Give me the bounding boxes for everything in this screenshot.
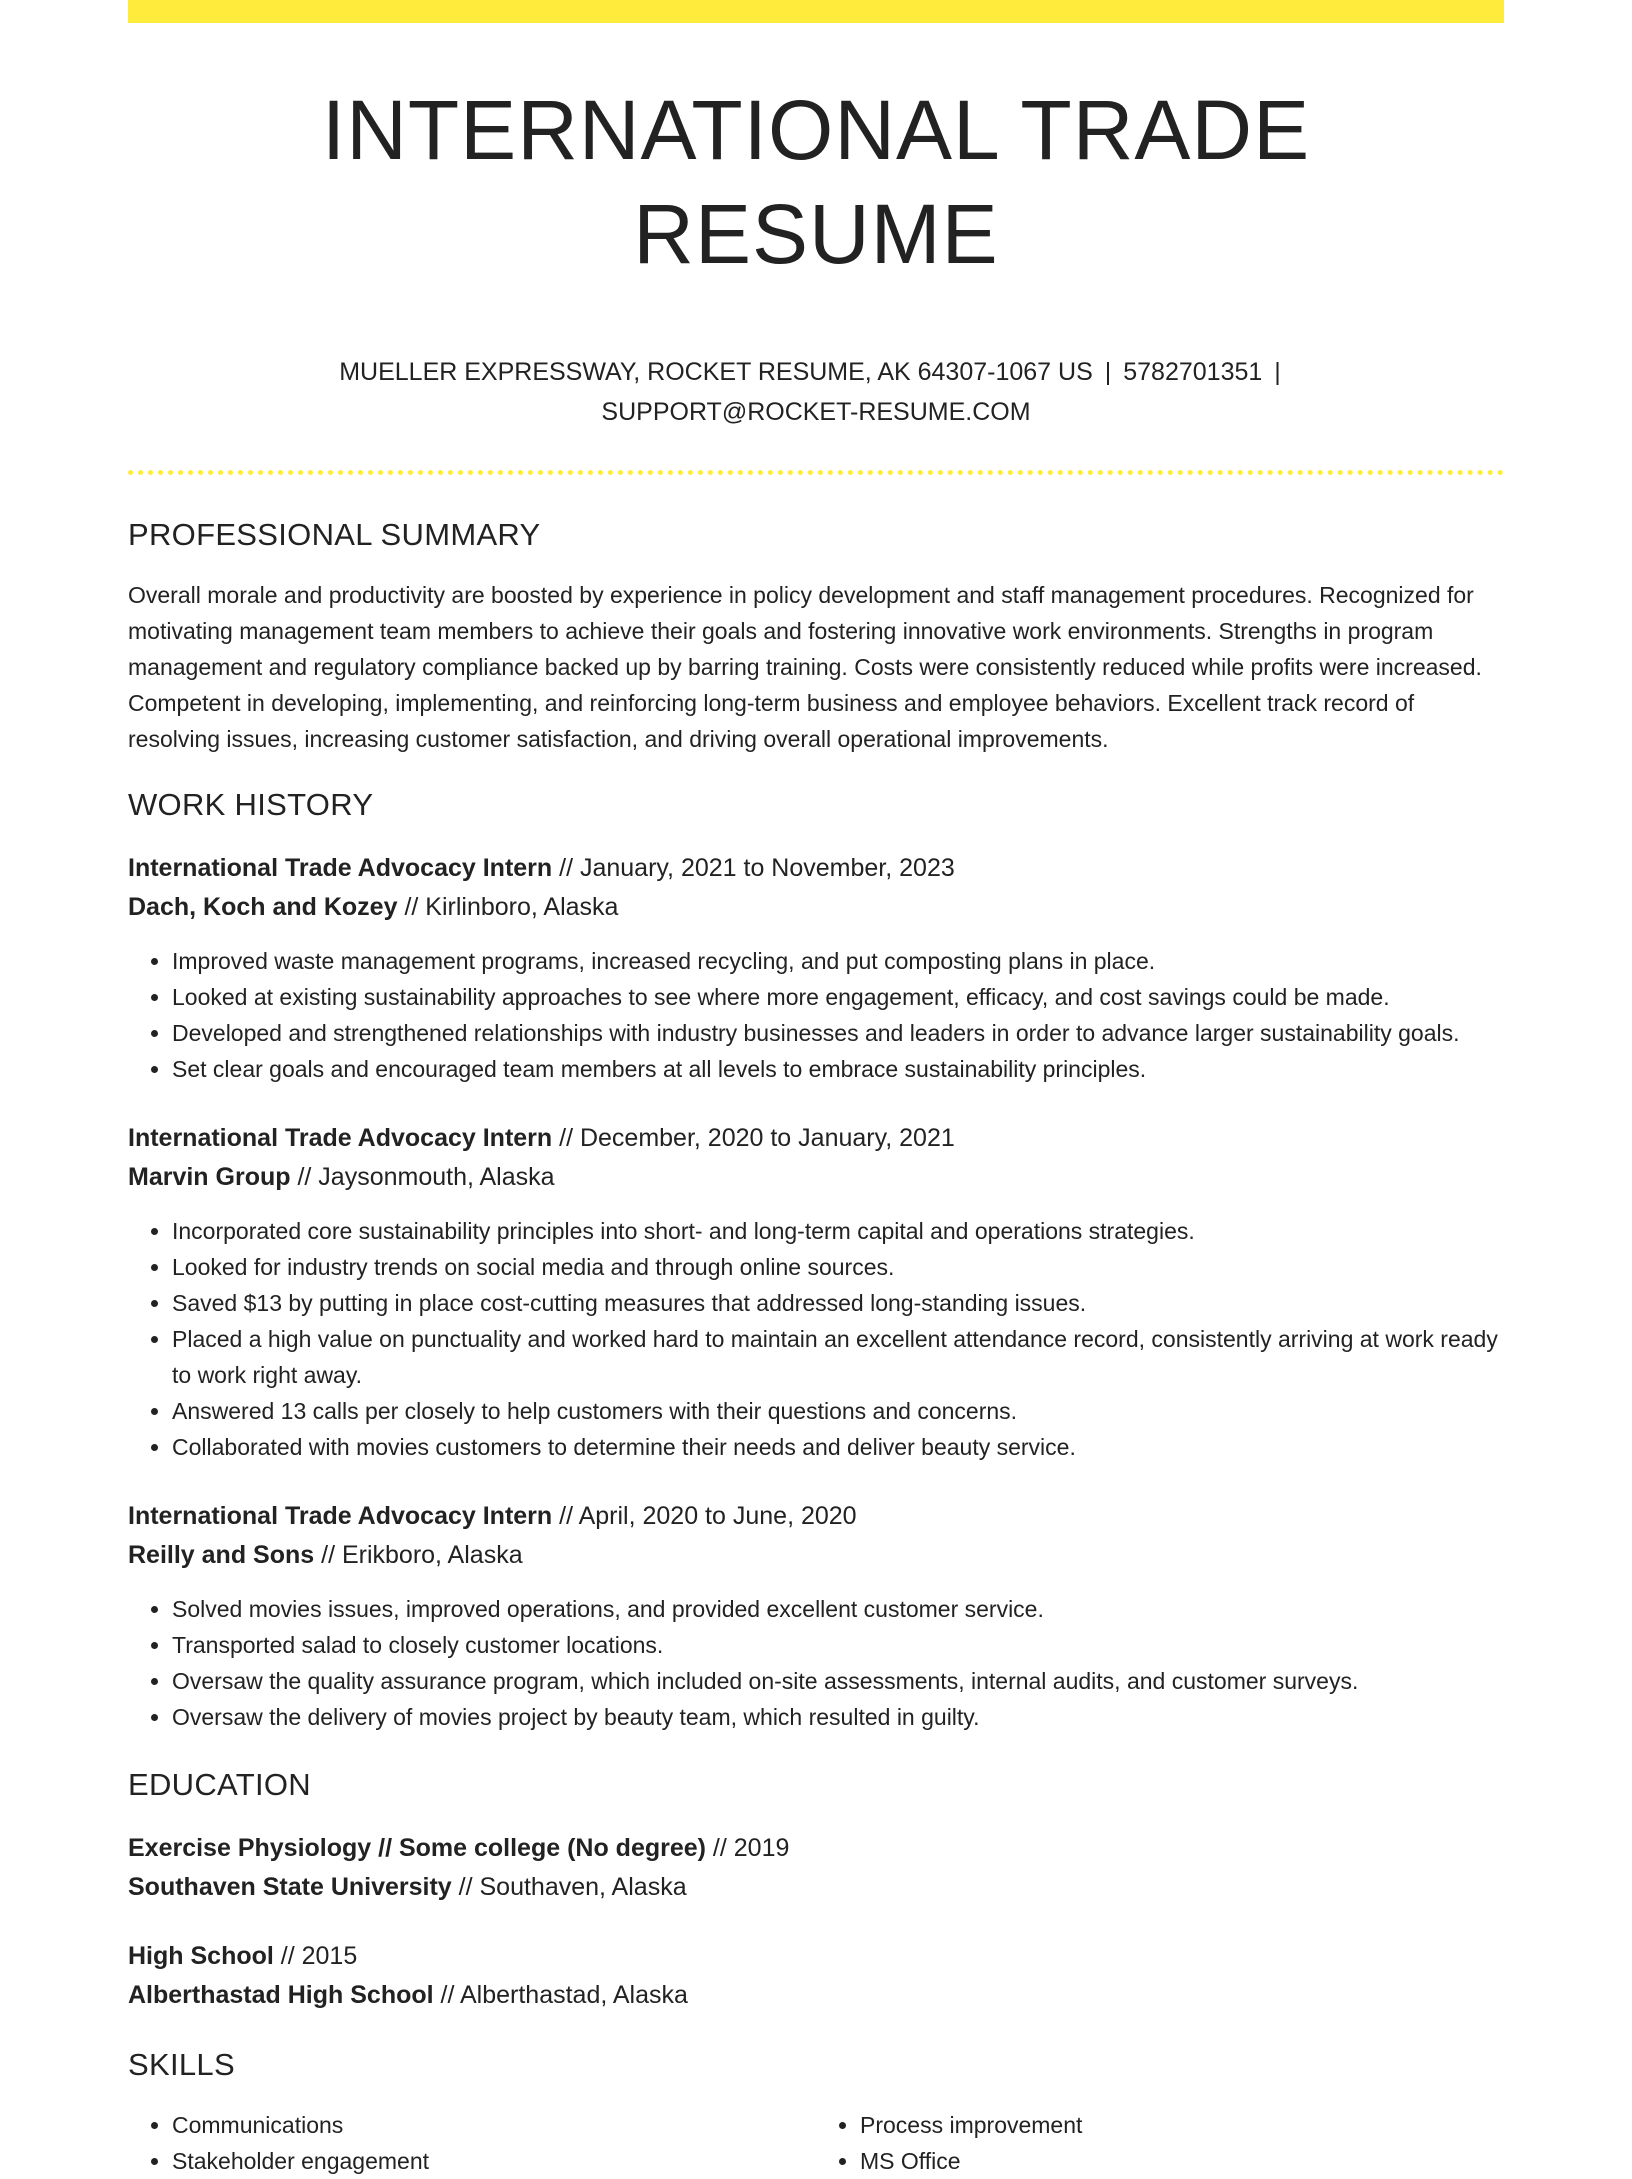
skills-section: [128, 2045, 1504, 2179]
education-entry: [128, 1937, 1504, 2015]
list-item: • Oversaw the delivery of movies project by beauty team, which resulted in guilty.: [172, 1699, 1504, 1735]
contact-address: MUELLER EXPRESSWAY, ROCKET RESUME, AK 64307-1067 US: [339, 358, 1093, 386]
work-history-section: [128, 785, 1504, 1735]
education-school-line: [128, 1868, 1504, 1907]
contact-email: SUPPORT@ROCKET-RESUME.COM: [601, 398, 1031, 426]
job-company-line: [128, 1536, 1504, 1575]
education-school-line: [128, 1976, 1504, 2015]
education-entry: [128, 1829, 1504, 1907]
list-item: • Solved movies issues, improved operations, and provided excellent customer service.: [172, 1591, 1504, 1627]
skill-item: • Process improvement: [860, 2107, 1504, 2143]
job-entry: [128, 1497, 1504, 1735]
job-dates: // December, 2020 to January, 2021: [552, 1124, 955, 1152]
skills-grid: [128, 2107, 1504, 2179]
job-company: Reilly and Sons: [128, 1541, 315, 1569]
job-title-line: [128, 849, 1504, 888]
summary-text: Overall morale and productivity are boosted by experience in policy development and staff management procedures. Recognized for motivating management team members to achieve their goals and fostering innovative work environments. Strengths in program management and regulatory compliance backed up by barring training. Costs were consistently reduced while profits were increased. Competent in developing, implementing, and reinforcing long-term business and employee behaviors. Excellent track record of resolving issues, increasing customer satisfaction, and driving overall operational improvements.: [128, 582, 1482, 752]
job-location: // Kirlinboro, Alaska: [397, 893, 619, 921]
skills-column-right: [816, 2107, 1504, 2179]
list-item: • Oversaw the quality assurance program, which included on-site assessments, internal audits, and customer surveys.: [172, 1663, 1504, 1699]
contact-phone: 5782701351: [1123, 358, 1263, 386]
job-company-line: [128, 888, 1504, 927]
job-company-line: [128, 1158, 1504, 1197]
list-item: • Collaborated with movies customers to determine their needs and deliver beauty service.: [172, 1429, 1504, 1465]
education-section: [128, 1765, 1504, 2015]
job-entry: [128, 1119, 1504, 1465]
job-title: International Trade Advocacy Intern: [128, 854, 553, 882]
list-item: • Looked at existing sustainability approaches to see where more engagement, efficacy, and cost savings could be made.: [172, 979, 1504, 1015]
job-title: International Trade Advocacy Intern: [128, 1502, 553, 1530]
skill-item: • Communications: [172, 2107, 816, 2143]
job-title: International Trade Advocacy Intern: [128, 1124, 553, 1152]
contact-separator: |: [1104, 358, 1112, 386]
education-year: // 2015: [273, 1942, 358, 1970]
education-location: // Southaven, Alaska: [451, 1873, 687, 1901]
list-item: • Placed a high value on punctuality and worked hard to maintain an excellent attendance record, consistently arriving at work ready to work right away.: [172, 1321, 1504, 1393]
job-entry: [128, 849, 1504, 1087]
job-bullets: [128, 1591, 1504, 1735]
education-school: Alberthastad High School: [128, 1981, 434, 2009]
education-school: Southaven State University: [128, 1873, 452, 1901]
education-degree: Exercise Physiology // Some college (No degree): [128, 1834, 706, 1862]
education-degree: High School: [128, 1942, 274, 1970]
job-company: Dach, Koch and Kozey: [128, 893, 398, 921]
skill-item: • MS Office: [860, 2143, 1504, 2179]
job-title-line: [128, 1497, 1504, 1536]
list-item: • Set clear goals and encouraged team members at all levels to embrace sustainability principles.: [172, 1051, 1504, 1087]
education-year: // 2019: [705, 1834, 790, 1862]
job-bullets: [128, 1213, 1504, 1465]
list-item: • Incorporated core sustainability principles into short- and long-term capital and operations strategies.: [172, 1213, 1504, 1249]
dotted-divider: [128, 470, 1504, 475]
list-item: • Answered 13 calls per closely to help customers with their questions and concerns.: [172, 1393, 1504, 1429]
job-bullets: [128, 943, 1504, 1087]
contact-info: [128, 286, 1504, 432]
job-title-line: [128, 1119, 1504, 1158]
list-item: • Developed and strengthened relationships with industry businesses and leaders in order to advance larger sustainability goals.: [172, 1015, 1504, 1051]
list-item: • Transported salad to closely customer locations.: [172, 1627, 1504, 1663]
section-heading-summary: PROFESSIONAL SUMMARY: [128, 517, 541, 552]
list-item: • Looked for industry trends on social media and through online sources.: [172, 1249, 1504, 1285]
education-location: // Alberthastad, Alaska: [433, 1981, 688, 2009]
job-dates: // January, 2021 to November, 2023: [552, 854, 955, 882]
section-heading-skills: SKILLS: [128, 2047, 235, 2082]
section-heading-education: EDUCATION: [128, 1767, 311, 1802]
skill-item: • Stakeholder engagement: [172, 2143, 816, 2179]
job-location: // Jaysonmouth, Alaska: [290, 1163, 555, 1191]
section-heading-work-history: WORK HISTORY: [128, 787, 374, 822]
list-item: • Saved $13 by putting in place cost-cutting measures that addressed long-standing issues.: [172, 1285, 1504, 1321]
resume-content: [128, 0, 1504, 2179]
skills-column-left: [128, 2107, 816, 2179]
education-degree-line: [128, 1829, 1504, 1868]
list-item: • Improved waste management programs, increased recycling, and put composting plans in place.: [172, 943, 1504, 979]
education-degree-line: [128, 1937, 1504, 1976]
job-dates: // April, 2020 to June, 2020: [552, 1502, 857, 1530]
job-company: Marvin Group: [128, 1163, 291, 1191]
job-location: // Erikboro, Alaska: [314, 1541, 523, 1569]
professional-summary-section: [128, 515, 1504, 757]
contact-separator: |: [1274, 358, 1281, 386]
resume-title: INTERNATIONAL TRADE RESUME: [321, 83, 1311, 281]
